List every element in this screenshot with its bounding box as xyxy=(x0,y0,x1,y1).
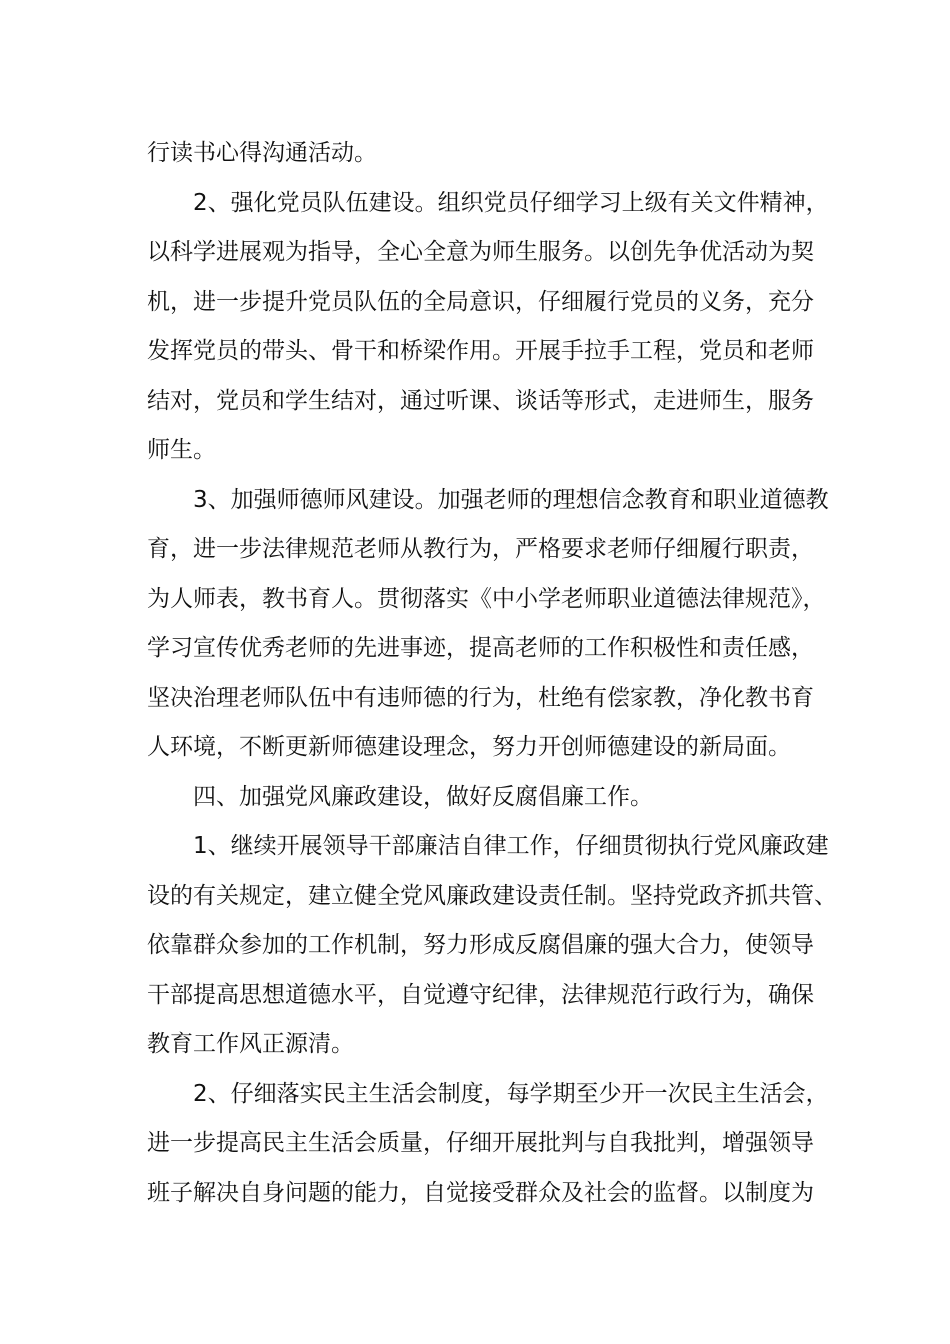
text-line: 发挥党员的带头、骨干和桥梁作用。开展手拉手工程，党员和老师 xyxy=(147,338,814,364)
section-heading-four xyxy=(147,773,830,823)
text-line: 师生。 xyxy=(147,437,216,463)
text-line: 教育工作风正源清。 xyxy=(147,1031,354,1057)
text-line: 结对，党员和学生结对，通过听课、谈话等形式，走进师生，服务 xyxy=(147,387,814,414)
text-line: 行读书心得沟通活动。 xyxy=(147,140,377,166)
text-line: 干部提高思想道德水平，自觉遵守纪律，法律规范行政行为，确保 xyxy=(147,981,814,1008)
text-line: 为人师表，教书育人。贯彻落实《中小学老师职业道德法律规范》， xyxy=(147,585,826,612)
text-line: 2、仔细落实民主生活会制度，每学期至少开一次民主生活会， xyxy=(193,1080,829,1107)
text-line: 设的有关规定，建立健全党风廉政建设责任制。坚持党政齐抓共管、 xyxy=(147,882,837,909)
text-line: 育，进一步法律规范老师从教行为，严格要求老师仔细履行职责， xyxy=(147,536,814,562)
text-line: 2、强化党员队伍建设。组织党员仔细学习上级有关文件精神， xyxy=(193,189,829,216)
paragraph-teacher-ethics xyxy=(147,476,830,773)
heading-line: 四、加强党风廉政建设，做好反腐倡廉工作。 xyxy=(193,783,653,810)
text-line: 班子解决自身问题的能力，自觉接受群众及社会的监督。以制度为 xyxy=(147,1179,814,1206)
text-line: 进一步提高民主生活会质量，仔细开展批判与自我批判，增强领导 xyxy=(147,1130,814,1156)
text-line: 1、继续开展领导干部廉洁自律工作，仔细贯彻执行党风廉政建 xyxy=(193,833,829,859)
text-line: 学习宣传优秀老师的先进事迹，提高老师的工作积极性和责任感， xyxy=(147,635,814,661)
paragraph-democratic-life xyxy=(147,1070,830,1219)
text-line: 人环境，不断更新师德建设理念，努力开创师德建设的新局面。 xyxy=(147,734,791,760)
document-body xyxy=(147,129,837,1218)
text-line: 以科学进展观为指导，全心全意为师生服务。以创先争优活动为契 xyxy=(147,239,814,265)
paragraph-party-team-building xyxy=(147,179,830,476)
text-line: 坚决治理老师队伍中有违师德的行为，杜绝有偿家教，净化教书育 xyxy=(147,684,814,711)
text-line: 机，进一步提升党员队伍的全局意识，仔细履行党员的义务，充分 xyxy=(147,288,814,315)
text-line: 依靠群众参加的工作机制，努力形成反腐倡廉的强大合力，使领导 xyxy=(147,932,814,958)
paragraph-continuation xyxy=(147,129,830,179)
text-line: 3、加强师德师风建设。加强老师的理想信念教育和职业道德教 xyxy=(193,486,829,513)
paragraph-leaders-integrity xyxy=(147,822,837,1070)
